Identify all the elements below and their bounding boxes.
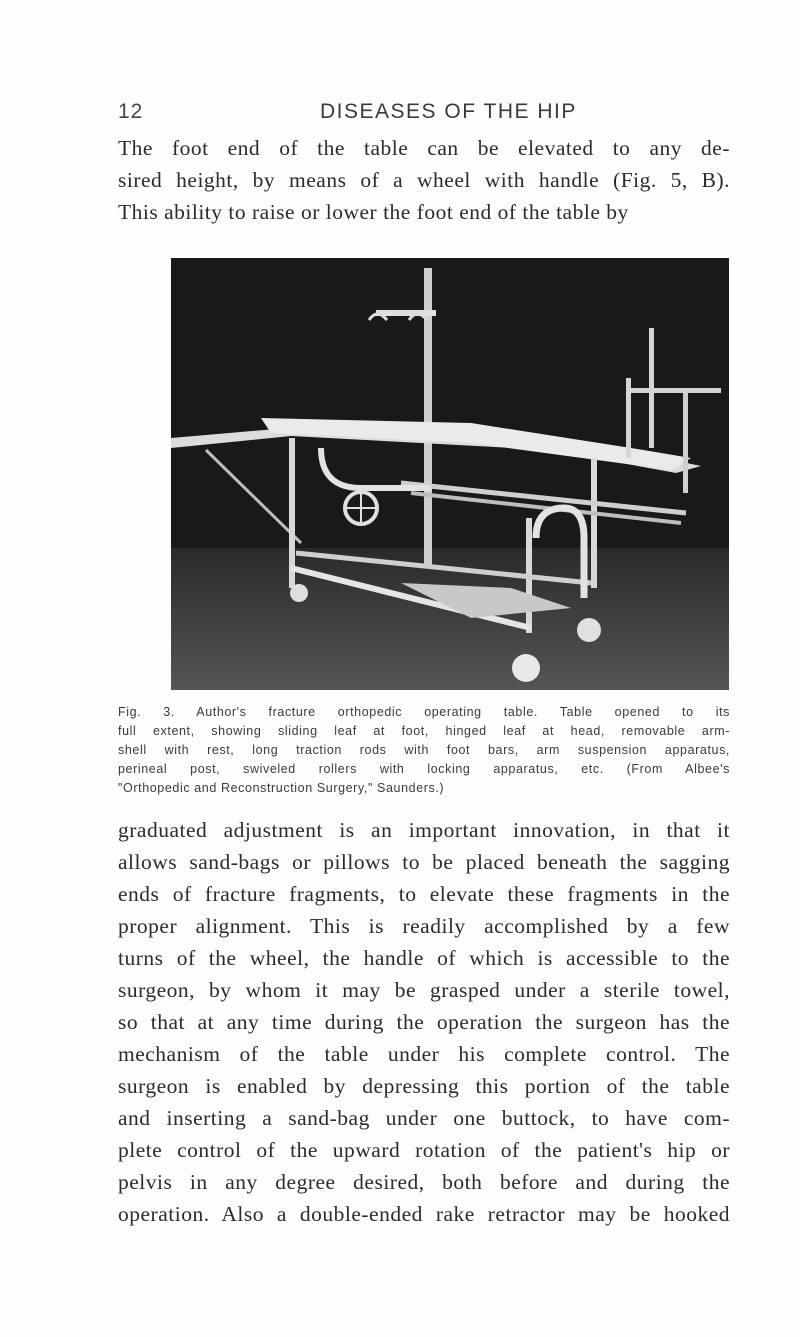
- operating-table-photograph: [171, 258, 729, 690]
- text-line: plete control of the upward rotation of the patient's hip or: [118, 1138, 730, 1162]
- caption-line: shell with rest, long traction rods with foot bars, arm suspension apparatus,: [118, 743, 730, 757]
- caption-line: Fig. 3. Author's fracture orthopedic operating table. Table opened to its: [118, 705, 730, 719]
- text-line: pelvis in any degree desired, both before and during the: [118, 1170, 730, 1194]
- caption-line: "Orthopedic and Reconstruction Surgery," Saunders.): [118, 781, 445, 795]
- text-line: ends of fracture fragments, to elevate these fragments in the: [118, 882, 730, 906]
- caption-line: full extent, showing sliding leaf at foot, hinged leaf at head, removable arm-: [118, 724, 730, 738]
- text-line: turns of the wheel, the handle of which is accessible to the: [118, 946, 730, 970]
- text-line: surgeon is enabled by depressing this portion of the table: [118, 1074, 730, 1098]
- running-head: DISEASES OF THE HIP: [320, 100, 577, 123]
- caption-line: perineal post, swiveled rollers with locking apparatus, etc. (From Albee's: [118, 762, 730, 776]
- text-line: allows sand-bags or pillows to be placed beneath the sagging: [118, 850, 730, 874]
- text-line: The foot end of the table can be elevated to any de-: [118, 136, 730, 160]
- text-line: surgeon, by whom it may be grasped under a sterile towel,: [118, 978, 730, 1002]
- text-line: This ability to raise or lower the foot end of the table by: [118, 200, 629, 224]
- page-number: 12: [118, 100, 144, 123]
- text-line: sired height, by means of a wheel with handle (Fig. 5, B).: [118, 168, 730, 192]
- text-line: mechanism of the table under his complete control. The: [118, 1042, 730, 1066]
- text-line: proper alignment. This is readily accomplished by a few: [118, 914, 730, 938]
- text-line: operation. Also a double-ended rake retractor may be hooked: [118, 1202, 730, 1226]
- operating-table-illustration: [171, 258, 729, 690]
- text-line: so that at any time during the operation the surgeon has the: [118, 1010, 730, 1034]
- text-line: and inserting a sand-bag under one buttock, to have com-: [118, 1106, 730, 1130]
- text-line: graduated adjustment is an important innovation, in that it: [118, 818, 730, 842]
